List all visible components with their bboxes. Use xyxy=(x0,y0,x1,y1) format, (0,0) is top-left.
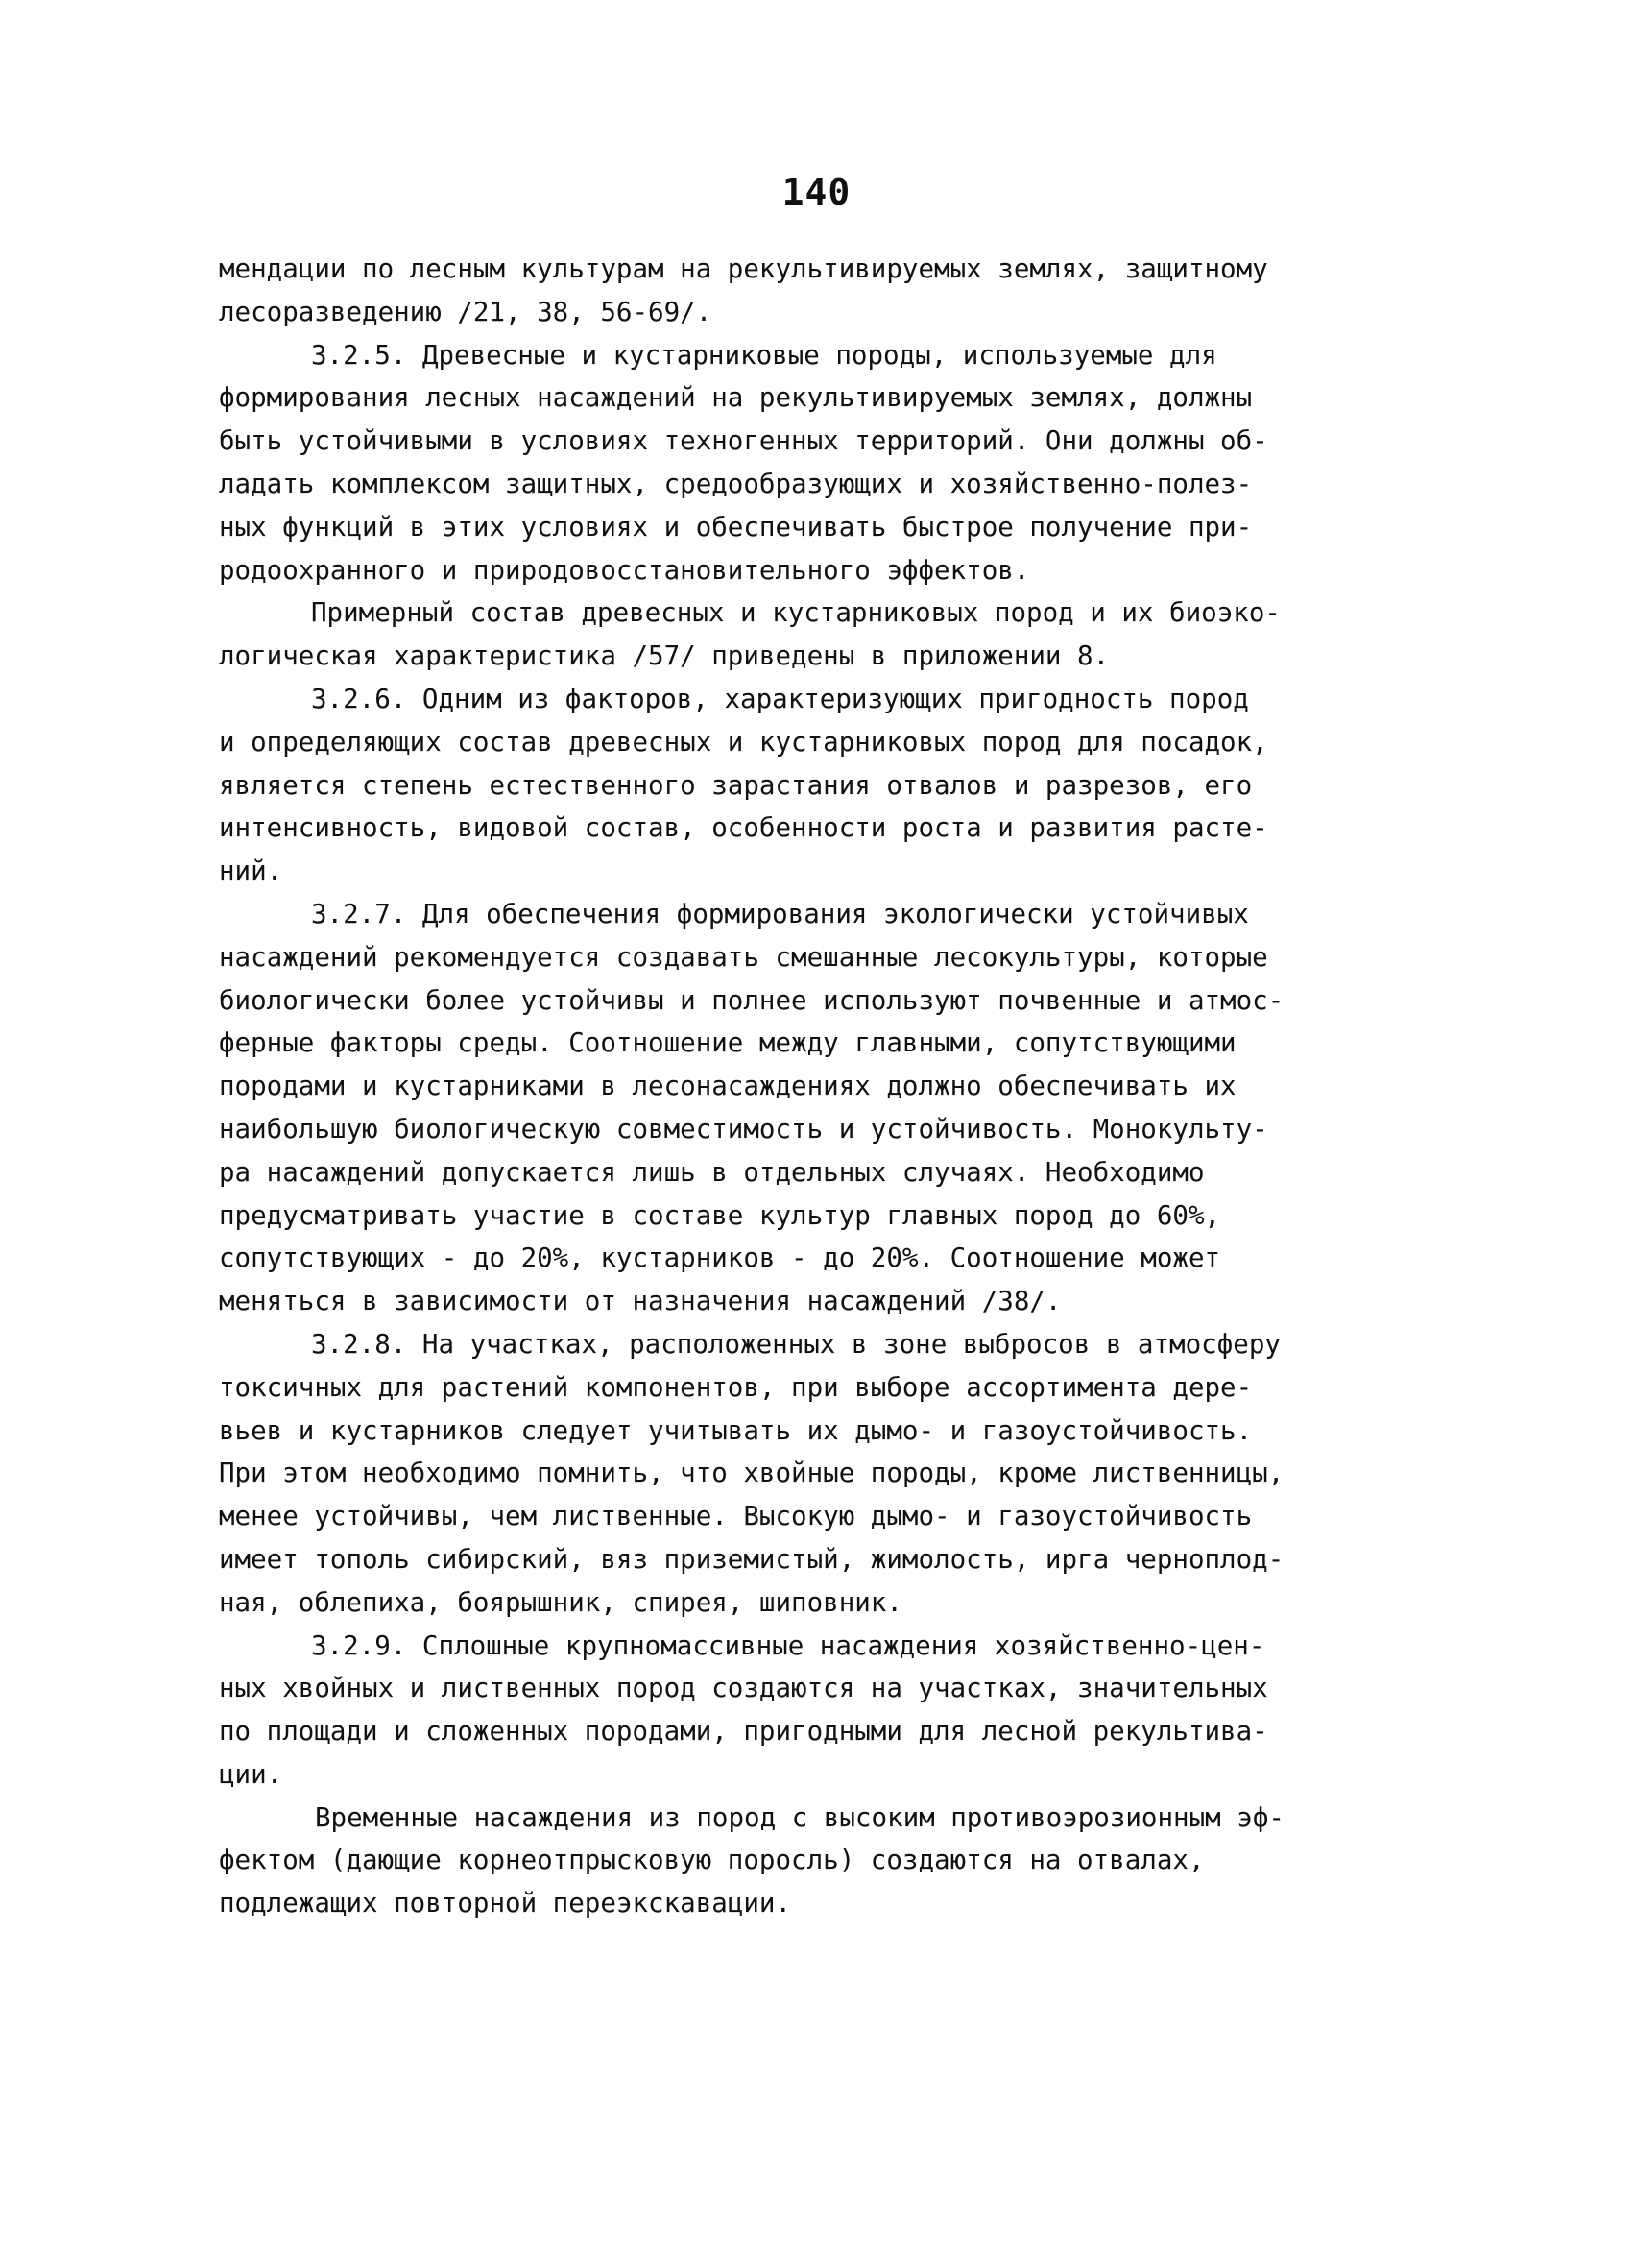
text-line: ний. xyxy=(219,856,283,887)
text-line: менее устойчивы, чем лиственные. Высокую дымо- и газоустойчивость xyxy=(219,1501,1253,1532)
text-line: по площади и сложенных породами, пригодными для лесной рекультива- xyxy=(219,1716,1268,1748)
text-line: является степень естественного зарастания отвалов и разрезов, его xyxy=(219,769,1253,801)
text-line: 3.2.5. Древесные и кустарниковые породы, используемые для xyxy=(311,339,1217,371)
text-line: наибольшую биологическую совместимость и устойчивость. Монокульту- xyxy=(219,1113,1268,1145)
text-line: мендации по лесным культурам на рекультивируемых землях, защитному xyxy=(219,253,1268,284)
text-line: сопутствующих - до 20%, кустарников - до 20%. Соотношение может xyxy=(219,1243,1221,1274)
text-line: и определяющих состав древесных и кустарниковых пород для посадок, xyxy=(219,726,1268,758)
text-line: ных хвойных и лиственных пород создаются на участках, значительных xyxy=(219,1673,1268,1704)
text-line: ферные факторы среды. Соотношение между главными, сопутствующими xyxy=(219,1027,1237,1059)
text-line: токсичных для растений компонентов, при выборе ассортимента дере- xyxy=(219,1371,1253,1403)
text-line: меняться в зависимости от назначения насаждений /38/. xyxy=(219,1286,1062,1317)
text-line: интенсивность, видовой состав, особенности роста и развития расте- xyxy=(219,812,1268,844)
text-line: ладать комплексом защитных, средообразующих и хозяйственно-полез- xyxy=(219,468,1253,499)
text-line: ра насаждений допускается лишь в отдельных случаях. Необходимо xyxy=(219,1156,1205,1188)
text-line: подлежащих повторной переэкскавации. xyxy=(219,1888,792,1919)
text-line: имеет тополь сибирский, вяз приземистый, жимолость, ирга черноплод- xyxy=(219,1543,1285,1575)
text-line: логическая характеристика /57/ приведены в приложении 8. xyxy=(219,640,1110,672)
text-line: родоохранного и природовосстановительного эффектов. xyxy=(219,554,1030,586)
text-line: ная, облепиха, боярышник, спирея, шиповник. xyxy=(219,1586,902,1618)
text-line: фектом (дающие корнеотпрысковую поросль) создаются на отвалах, xyxy=(219,1845,1205,1876)
text-line: При этом необходимо помнить, что хвойные породы, кроме лиственницы, xyxy=(219,1458,1285,1489)
text-line: предусматривать участие в составе культур главных пород до 60%, xyxy=(219,1199,1221,1231)
text-line: Примерный состав древесных и кустарниковых пород и их биоэко- xyxy=(311,597,1281,629)
page-number: 140 xyxy=(781,171,852,213)
text-line: ных функций в этих условиях и обеспечивать быстрое получение при- xyxy=(219,511,1253,543)
text-line: насаждений рекомендуется создавать смешанные лесокультуры, которые xyxy=(219,941,1268,973)
text-line: вьев и кустарников следует учитывать их дымо- и газоустойчивость. xyxy=(219,1414,1253,1446)
text-line: ции. xyxy=(219,1758,283,1790)
text-line: 3.2.9. Сплошные крупномассивные насаждения хозяйственно-цен- xyxy=(311,1629,1265,1661)
text-line: быть устойчивыми в условиях техногенных территорий. Они должны об- xyxy=(219,425,1268,457)
text-line: лесоразведению /21, 38, 56-69/. xyxy=(219,296,712,327)
text-line: Временные насаждения из пород с высоким противоэрозионным эф- xyxy=(315,1801,1285,1833)
text-line: биологически более устойчивы и полнее используют почвенные и атмос- xyxy=(219,984,1285,1016)
body-text xyxy=(219,248,1457,1925)
text-line: 3.2.6. Одним из факторов, характеризующих пригодность пород xyxy=(311,683,1249,714)
text-line: формирования лесных насаждений на рекультивируемых землях, должны xyxy=(219,382,1253,414)
text-line: 3.2.7. Для обеспечения формирования экологически устойчивых xyxy=(311,898,1249,929)
text-line: 3.2.8. На участках, расположенных в зоне выбросов в атмосферу xyxy=(311,1328,1281,1360)
text-line: породами и кустарниками в лесонасаждениях должно обеспечивать их xyxy=(219,1071,1237,1102)
